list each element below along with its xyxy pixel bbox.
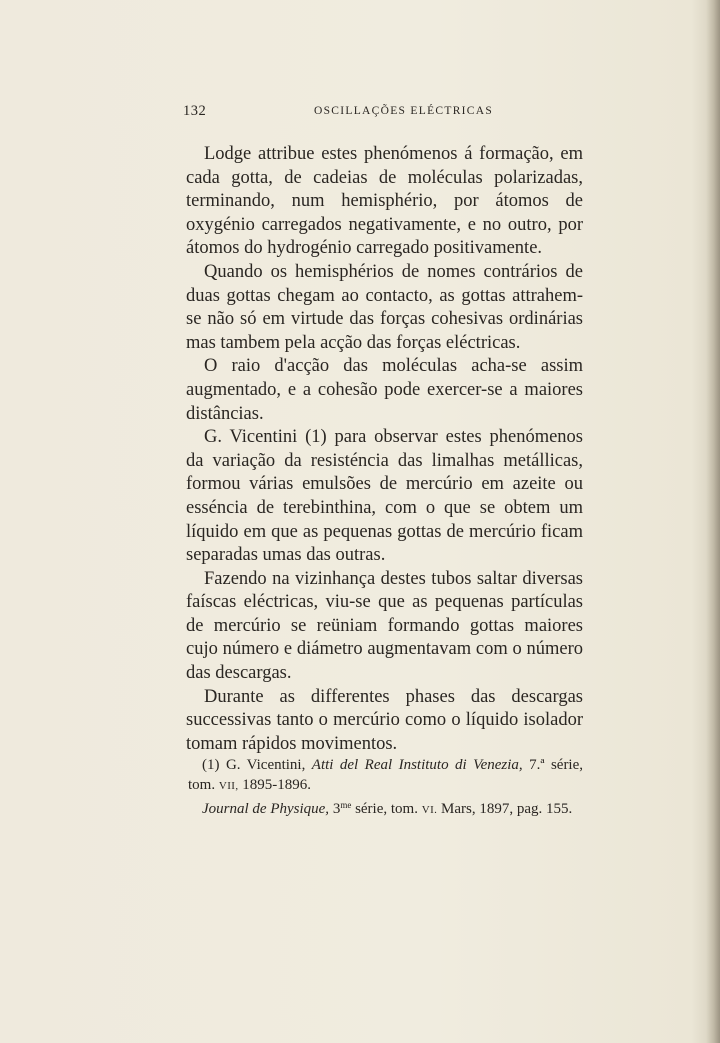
paragraph-radius: O raio d'acção das moléculas acha-se assim augmentado, e a cohesão pode exercer-se a maiores distâncias. [186, 356, 583, 424]
footnote-date-page: Mars, 1897, pag. 155. [441, 801, 573, 817]
footnotes [188, 756, 583, 821]
body-text [186, 143, 583, 756]
page-number: 132 [183, 103, 207, 119]
footnote-marker: (1) [202, 757, 220, 773]
footnote-years-1: 1895-1896. [242, 776, 311, 793]
footnote-volume-2: VI. [421, 804, 438, 816]
paragraph-lodge: Lodge attribue estes phenómenos á formação, em cada gotta, de cadeias de moléculas polarizadas, terminando, num hemisphério, por átomos de oxygénio carregados negativamente, e no outro, por átomos do hydrogénio carregado positivamente. [186, 144, 583, 259]
footnote-work-atti: Atti del Real Instituto di Venezia, [311, 757, 523, 773]
paragraph-hemispheres: Quando os hemisphérios de nomes contrários de duas gottas chegam ao contacto, as gottas attrahem-se não só em virtude das forças cohesivas ordinárias mas tambem pela acção das forças eléctricas. [186, 261, 583, 353]
paragraph-discharges: Durante as differentes phases das descargas successivas tanto o mercúrio como o líquido isolador tomam rápidos movimentos. [186, 686, 583, 754]
footnote-series-2-text: série, tom. [355, 801, 418, 817]
footnote-1-continued [188, 796, 583, 821]
footnote-1 [188, 756, 583, 796]
footnote-series-2-number: 3 [332, 801, 341, 817]
footnote-series-2-superscript: me [340, 800, 352, 810]
running-title: OSCILLAÇÕES ELÉCTRICAS [314, 105, 494, 117]
footnote-volume-1: VII, [218, 779, 239, 792]
page-edge-shadow [706, 0, 720, 1043]
paragraph-sparks: Fazendo na vizinhança destes tubos saltar diversas faíscas eléctricas, viu-se que as pequenas partículas de mercúrio se reüniam formando gottas maiores cujo número e diámetro augmentavam com o número das descargas. [186, 568, 583, 684]
running-head [183, 103, 583, 123]
footnote-work-journal: Journal de Physique, [202, 801, 330, 817]
footnote-series-1: 7.ª série, tom. [188, 757, 584, 793]
footnote-author: G. Vicentini, [225, 757, 306, 773]
paragraph-vicentini: G. Vicentini (1) para observar estes phenómenos da variação da resisténcia das limalhas metállicas, formou várias emulsões de mercúrio em azeite ou esséncia de terebinthina, com o que se obtem um líquido em que as pequenas gottas de mercúrio ficam separadas umas das outras. [186, 427, 583, 566]
